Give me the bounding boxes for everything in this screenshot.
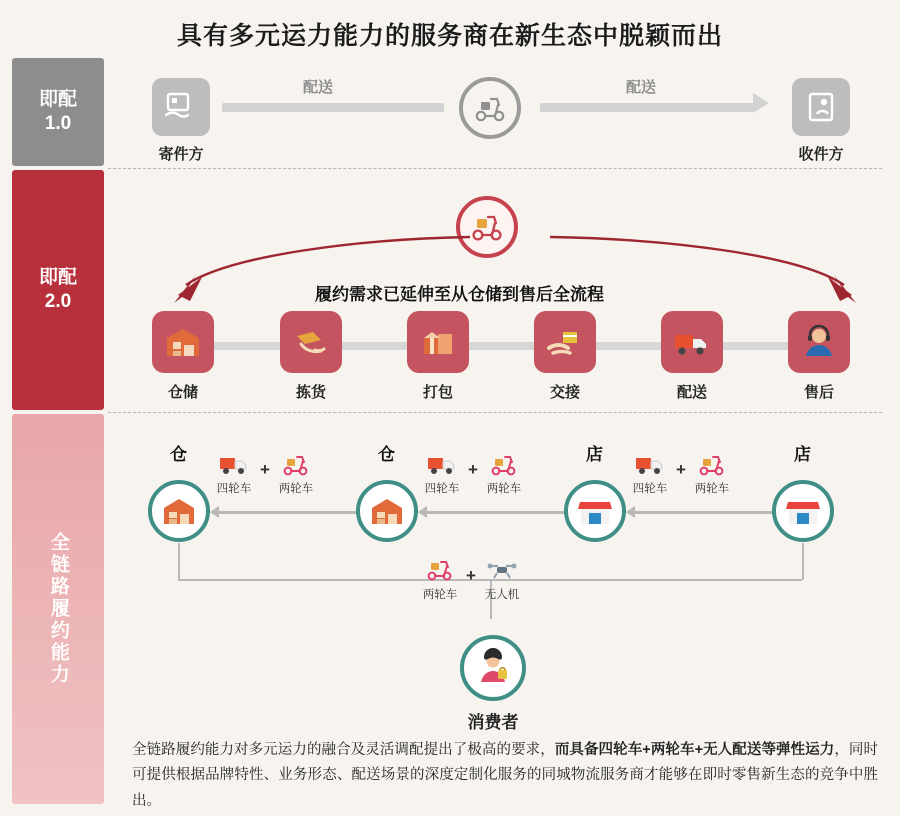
warehouse-icon (160, 492, 198, 530)
row3-node-2-label: 店 (586, 445, 603, 464)
rail-stage-2-line1: 即配 (38, 267, 77, 289)
row3-lastmile-mode-0-label: 两轮车 (422, 589, 458, 601)
row3-connector-1-head (418, 506, 427, 518)
row1-leg2-label: 配送 (626, 79, 657, 96)
row3-node-1 (356, 480, 418, 542)
row3-node-3 (772, 480, 834, 542)
rail-stage-1 (12, 58, 104, 166)
scooter-icon (489, 452, 519, 478)
row3-lastmile-mode-1-label: 无人机 (484, 589, 520, 601)
packing-box-icon (418, 322, 458, 362)
parcel-handover-icon (162, 88, 200, 126)
truck-icon (218, 452, 250, 478)
row2-stage-2-tile (407, 311, 469, 373)
row2-stage-3-label: 交接 (549, 384, 580, 401)
customer-service-icon (799, 322, 839, 362)
row3-link-2-mode-1-label: 两轮车 (694, 483, 730, 495)
row2-stage-1-tile (280, 311, 342, 373)
row3-link-1-mode-1 (482, 452, 526, 496)
row3-link-2-mode-0 (628, 452, 672, 496)
row3-node-3-label: 店 (794, 445, 811, 464)
section-divider-1 (108, 168, 882, 169)
row2-stage-1-label: 拣货 (295, 384, 326, 401)
footer-bold: 而具备四轮车+两轮车+无人配送等弹性运力 (554, 742, 835, 758)
row1-leg1-label: 配送 (303, 79, 334, 96)
rail-stage-1-line2: 1.0 (44, 113, 72, 134)
row3-link-0-mode-0 (212, 452, 256, 496)
row2-stage-3-tile (534, 311, 596, 373)
truck-icon (671, 321, 713, 363)
row3-link-1-mode-0-label: 四轮车 (424, 483, 460, 495)
row2-stage-0-tile (152, 311, 214, 373)
row3-link-2-modes (628, 452, 734, 496)
hand-pick-icon (291, 322, 331, 362)
row3-link-1-modes (420, 452, 526, 496)
row3-node-0-label: 仓 (170, 445, 187, 464)
scooter-icon (281, 452, 311, 478)
row3-connector-1 (420, 511, 576, 514)
row3-link-1-mode-0 (420, 452, 464, 496)
truck-icon (426, 452, 458, 478)
row2-stage-5-tile (788, 311, 850, 373)
row3-link-0-plus: + (260, 460, 270, 479)
scooter-icon (697, 452, 727, 478)
rail-stage-2-line2: 2.0 (44, 291, 72, 312)
row2-note: 履约需求已延伸至从仓储到售后全流程 (315, 285, 604, 304)
row1-sender-label: 寄件方 (158, 146, 204, 163)
row2-stage-2-label: 打包 (422, 384, 453, 401)
row3-link-2-mode-0-label: 四轮车 (632, 483, 668, 495)
row3-lastmile-modes (418, 556, 524, 602)
row1-arrow-bar-1 (222, 103, 444, 112)
row1-courier-node (459, 77, 521, 139)
row3-link-1-mode-1-label: 两轮车 (486, 483, 522, 495)
row3-lastmile-mode-1 (480, 558, 524, 602)
row3-node-2 (564, 480, 626, 542)
row3-connector-0 (212, 511, 368, 514)
footer-part1: 全链路履约能力对多元运力的融合及灵活调配提出了极高的要求， (132, 742, 555, 758)
truck-icon (634, 452, 666, 478)
store-icon (576, 492, 614, 530)
section-divider-2 (108, 412, 882, 413)
warehouse-icon (368, 492, 406, 530)
rail-stage-1-line1: 即配 (38, 89, 77, 111)
row3-connector-2-head (626, 506, 635, 518)
page-title: 具有多元运力能力的服务商在新生态中脱颖而出 (176, 22, 723, 50)
row3-consumer-node (460, 635, 526, 701)
store-icon (784, 492, 822, 530)
footer-note (132, 738, 878, 814)
row3-link-0-modes (212, 452, 318, 496)
handover-icon (545, 322, 585, 362)
rail-stage-3-label: 全链路履约能力 (47, 532, 69, 686)
row3-link-1-plus: + (468, 460, 478, 479)
scooter-icon (425, 556, 455, 584)
rail-stage-3 (12, 414, 104, 804)
rail-stage-2 (12, 170, 104, 410)
row3-bracket-left-stem (178, 543, 180, 580)
consumer-icon (473, 648, 513, 688)
row3-link-0-mode-1 (274, 452, 318, 496)
row1-receiver-label: 收件方 (798, 146, 844, 163)
row2-stage-0-label: 仓储 (167, 384, 198, 401)
row3-consumer-label: 消费者 (467, 713, 519, 732)
row1-receiver-icon-tile (792, 78, 850, 136)
warehouse-icon (163, 322, 203, 362)
row1-sender-icon-tile (152, 78, 210, 136)
row3-bracket-right-stem (802, 543, 804, 580)
recipient-icon (803, 89, 839, 125)
row2-stage-4-tile (661, 311, 723, 373)
footer-part2: ，同时可提供根据品牌特性、业务形态、配送场景的深度定制化服务的同城物流服务商才能够在即时零售新生态的竞争中胜出。 (132, 742, 879, 809)
row1-arrow-head (753, 93, 769, 113)
drone-icon (484, 558, 520, 584)
row3-connector-2 (628, 511, 784, 514)
row3-link-0-mode-1-label: 两轮车 (278, 483, 314, 495)
row3-node-0 (148, 480, 210, 542)
row3-node-1-label: 仓 (378, 445, 395, 464)
row2-stage-5-label: 售后 (803, 384, 834, 401)
row3-link-2-mode-1 (690, 452, 734, 496)
row3-link-0-mode-0-label: 四轮车 (216, 483, 252, 495)
scooter-icon (473, 91, 507, 125)
row3-link-2-plus: + (676, 460, 686, 479)
row3-lastmile-mode-0 (418, 556, 462, 602)
row2-stage-4-label: 配送 (676, 384, 707, 401)
row1-arrow-bar-2 (540, 103, 755, 112)
row3-lastmile-plus: + (466, 566, 476, 585)
row3-connector-0-head (210, 506, 219, 518)
